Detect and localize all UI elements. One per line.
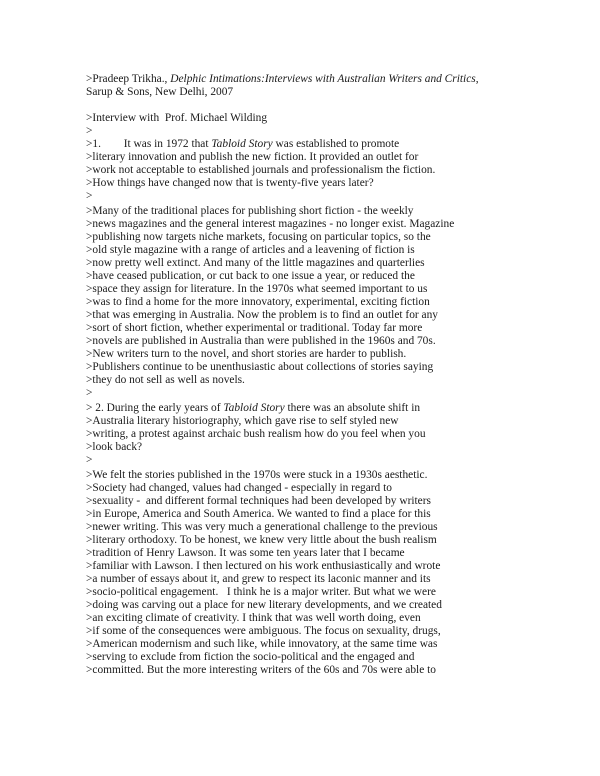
question-2-line: >look back? <box>86 441 143 453</box>
blank-marker: > <box>86 190 93 202</box>
q2-magazine-title: Tabloid Story <box>223 402 285 414</box>
answer-1-line: >sort of short fiction, whether experimental or traditional. Today far more <box>86 322 423 334</box>
question-1-line: >literary innovation and publish the new fiction. It provided an outlet for <box>86 151 419 163</box>
answer-2-line: >a number of essays about it, and grew to respect its laconic manner and its <box>86 573 431 585</box>
q1-suffix: was established to promote <box>272 138 400 150</box>
answer-2-line: >newer writing. This was very much a generational challenge to the previous <box>86 521 438 533</box>
q2-prefix: > 2. During the early years of <box>86 402 224 414</box>
answer-1-line: >Publishers continue to be unenthusiastic about collections of stories saying <box>86 361 434 373</box>
blank-marker: > <box>86 125 93 137</box>
answer-1-line: >novels are published in Australia than were published in the 1960s and 70s. <box>86 335 436 347</box>
answer-2-line: >doing was carving out a place for new literary developments, and we created <box>86 599 442 611</box>
question-1-line: >work not acceptable to established journals and professionalism the fiction. <box>86 164 436 176</box>
answer-2-line: >tradition of Henry Lawson. It was some ten years later that I became <box>86 547 405 559</box>
book-title: Delphic Intimations:Interviews with Australian Writers and Critics <box>170 73 476 85</box>
question-2-line: >writing, a protest against archaic bush realism how do you feel when you <box>86 428 426 440</box>
citation-author: >Pradeep Trikha., <box>86 73 171 85</box>
blank-marker: > <box>86 454 93 466</box>
question-1-line <box>86 138 399 151</box>
question-1-line: >How things have changed now that is twenty-five years later? <box>86 177 374 189</box>
answer-1-line: >Many of the traditional places for publishing short fiction - the weekly <box>86 205 414 217</box>
answer-1-line: >now pretty well extinct. And many of the little magazines and quarterlies <box>86 257 425 269</box>
answer-2-line: >We felt the stories published in the 1970s were stuck in a 1930s aesthetic. <box>86 469 428 481</box>
answer-1-line: >old style magazine with a range of articles and a leavening of fiction is <box>86 244 415 256</box>
answer-1-line: >that was emerging in Australia. Now the problem is to find an outlet for any <box>86 309 438 321</box>
answer-2-line: >if some of the consequences were ambiguous. The focus on sexuality, drugs, <box>86 625 441 637</box>
answer-2-line: >literary orthodoxy. To be honest, we knew very little about the bush realism <box>86 534 437 546</box>
q1-magazine-title: Tabloid Story <box>211 138 273 150</box>
question-2-line <box>86 402 420 415</box>
citation-comma: , <box>475 73 479 85</box>
answer-2-line: >American modernism and such like, while innovatory, at the same time was <box>86 638 438 650</box>
interview-heading: >Interview with Prof. Michael Wilding <box>86 112 268 124</box>
q2-suffix: there was an absolute shift in <box>284 402 421 414</box>
citation-line-1 <box>86 73 479 86</box>
citation-line-2: Sarup & Sons, New Delhi, 2007 <box>86 86 234 98</box>
answer-2-line: >familiar with Lawson. I then lectured on his work enthusiastically and wrote <box>86 560 441 572</box>
question-2-line: >Australia literary historiography, which gave rise to self styled new <box>86 415 399 427</box>
answer-2-line: >in Europe, America and South America. We wanted to find a place for this <box>86 508 431 520</box>
answer-2-line: >socio-political engagement. I think he is a major writer. But what we were <box>86 586 436 598</box>
answer-2-line: >an exciting climate of creativity. I think that was well worth doing, even <box>86 612 421 624</box>
answer-2-line: >serving to exclude from fiction the socio-political and the engaged and <box>86 651 415 663</box>
answer-2-line: >sexuality - and different formal techniques had been developed by writers <box>86 495 431 507</box>
blank-marker: > <box>86 387 93 399</box>
answer-2-line: >Society had changed, values had changed - especially in regard to <box>86 482 392 494</box>
answer-1-line: >have ceased publication, or cut back to one issue a year, or reduced the <box>86 270 415 282</box>
answer-2-line: >committed. But the more interesting writers of the 60s and 70s were able to <box>86 664 436 676</box>
answer-1-line: >they do not sell as well as novels. <box>86 374 245 386</box>
answer-1-line: >publishing now targets niche markets, focusing on particular topics, so the <box>86 231 431 243</box>
answer-1-line: >space they assign for literature. In the 1970s what seemed important to us <box>86 283 428 295</box>
answer-1-line: >New writers turn to the novel, and short stories are harder to publish. <box>86 348 407 360</box>
q1-prefix: >1. It was in 1972 that <box>86 138 212 150</box>
answer-1-line: >news magazines and the general interest magazines - no longer exist. Magazine <box>86 218 455 230</box>
answer-1-line: >was to find a home for the more innovatory, experimental, exciting fiction <box>86 296 430 308</box>
